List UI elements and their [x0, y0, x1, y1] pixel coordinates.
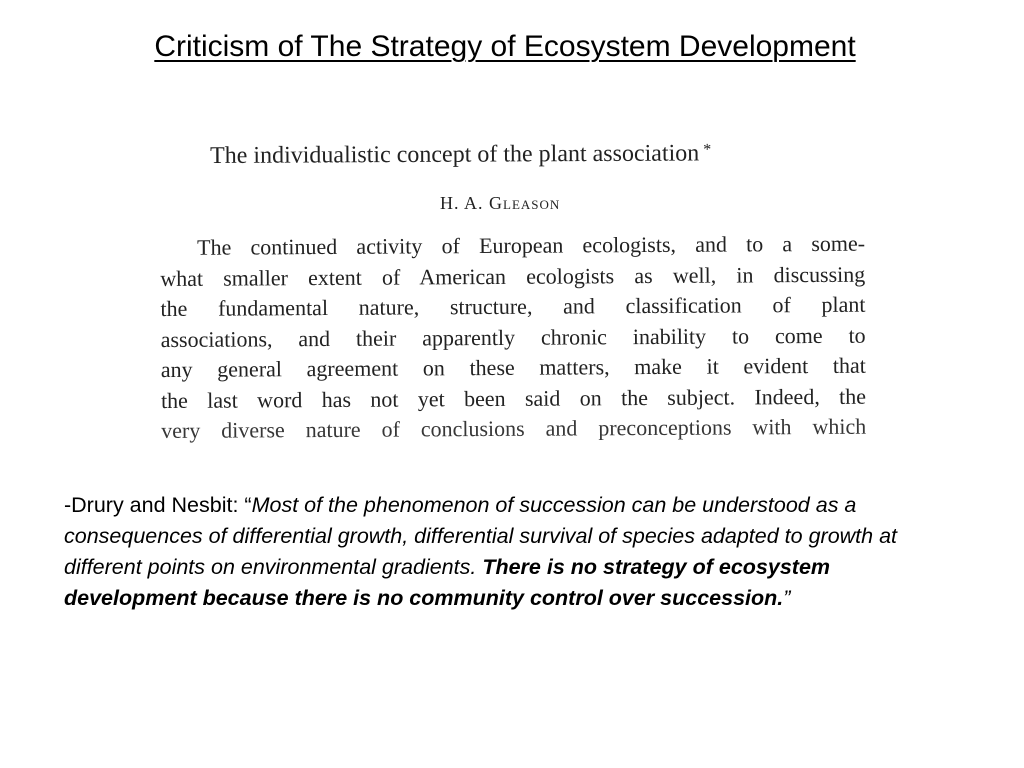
- paper-line: what smaller extent of American ecologists as well, in discussing: [160, 261, 866, 291]
- author-initials: H. A.: [440, 193, 484, 213]
- quote-attribution: -Drury and Nesbit: “: [64, 493, 252, 517]
- paper-line: associations, and their apparently chronic inability to come to: [160, 322, 866, 352]
- quote-close-mark: ”: [783, 586, 791, 610]
- quote-bold-conclusion: There is no strategy of ecosystem development because there is no community control over succession.: [64, 555, 831, 610]
- paper-author: [440, 193, 560, 214]
- paper-line: any general agreement on these matters, make it evident that: [160, 352, 866, 382]
- footnote-mark: *: [703, 141, 712, 159]
- paper-excerpt-scan: [150, 135, 880, 443]
- slide-title: Criticism of The Strategy of Ecosystem Development: [154, 30, 856, 63]
- author-surname: Gleason: [489, 193, 561, 213]
- paper-line: the last word has not yet been said on the subject. Indeed, the: [160, 383, 867, 413]
- paper-line: the fundamental nature, structure, and classification of plant: [160, 291, 866, 321]
- paper-title-text: The individualistic concept of the plant association: [210, 140, 700, 169]
- drury-nesbit-quote: [64, 490, 964, 614]
- paper-body: [160, 229, 866, 447]
- paper-line-cut-off: very diverse nature of conclusions and preconceptions with which: [161, 413, 867, 443]
- paper-line: The continued activity of European ecologists, and to a some-: [197, 230, 866, 260]
- quote-italic-text: Most of the phenomenon of succession can be understood as a consequences of differential growth, differential survival of species adapted to growth at different points on environmental gradients.: [64, 493, 898, 579]
- paper-title: [210, 140, 711, 170]
